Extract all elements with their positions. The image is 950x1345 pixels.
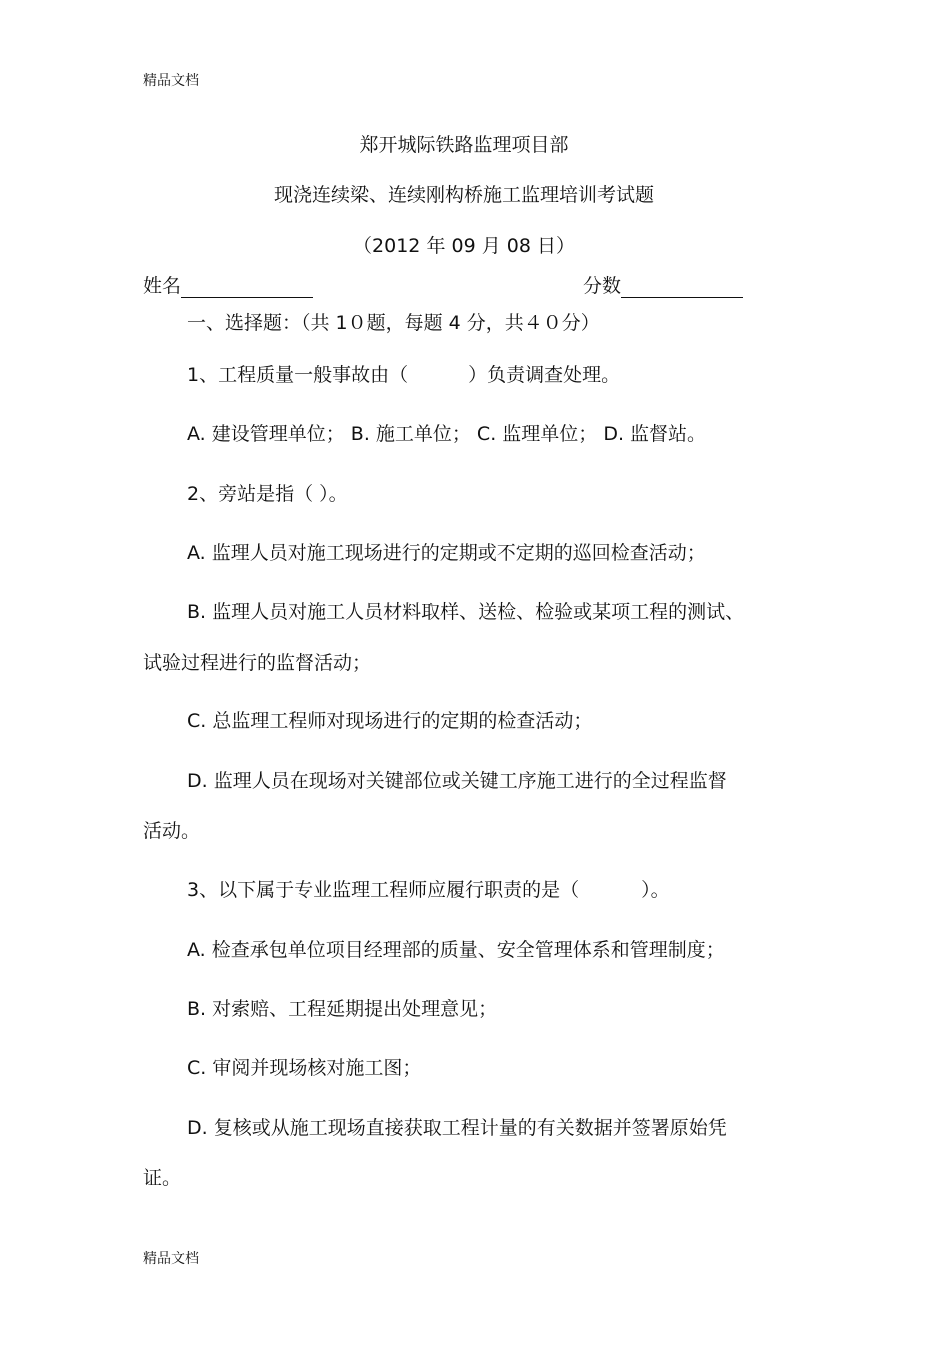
question-2: 2、旁站是指（ ）。 [187, 483, 348, 505]
doc-title-org: 郑开城际铁路监理项目部 [359, 134, 569, 156]
q3-option-d-line1: D. 复核或从施工现场直接获取工程计量的有关数据并签署原始凭 [187, 1117, 727, 1139]
score-label: 分数 [583, 275, 622, 297]
q3-option-a: A. 检查承包单位项目经理部的质量、安全管理体系和管理制度； [187, 939, 725, 961]
section-heading: 一、选择题：（共 1０题，每题 4 分，共４０分） [187, 312, 600, 334]
question-1 [187, 360, 620, 387]
q2-option-a: A. 监理人员对施工现场进行的定期或不定期的巡回检查活动； [187, 542, 706, 564]
q2-option-b-line1: B. 监理人员对施工人员材料取样、送检、检验或某项工程的测试、 [187, 601, 745, 623]
name-blank[interactable] [181, 279, 313, 298]
name-field [143, 271, 313, 298]
score-field [583, 271, 743, 298]
score-blank[interactable] [621, 279, 743, 298]
q2-option-b-line2: 试验过程进行的监督活动； [143, 652, 372, 674]
name-label: 姓名 [143, 275, 182, 297]
q3-option-b: B. 对索赔、工程延期提出处理意见； [187, 998, 498, 1020]
q2-option-c: C. 总监理工程师对现场进行的定期的检查活动； [187, 710, 593, 732]
doc-date: （2012 年 09 月 08 日） [353, 235, 575, 257]
q3-option-d-line2: 证。 [143, 1167, 182, 1189]
page-header: 精品文档 [143, 73, 199, 89]
doc-title-exam: 现浇连续梁、连续刚构桥施工监理培训考试题 [273, 184, 654, 206]
question-3 [187, 875, 670, 902]
q3-stem-a: 3、以下属于专业监理工程师应履行职责的是（ [187, 879, 580, 901]
q1-stem-b: ）负责调查处理。 [468, 364, 621, 386]
q1-stem-a: 1、工程质量一般事故由（ [187, 364, 409, 386]
page-footer: 精品文档 [143, 1251, 199, 1267]
q3-option-c: C. 审阅并现场核对施工图； [187, 1057, 422, 1079]
q2-option-d-line1: D. 监理人员在现场对关键部位或关键工序施工进行的全过程监督 [187, 770, 727, 792]
q2-option-d-line2: 活动。 [143, 820, 201, 842]
q3-stem-b: ）。 [641, 879, 670, 901]
q1-options: A. 建设管理单位； B. 施工单位； C. 监理单位； D. 监督站。 [187, 423, 707, 445]
